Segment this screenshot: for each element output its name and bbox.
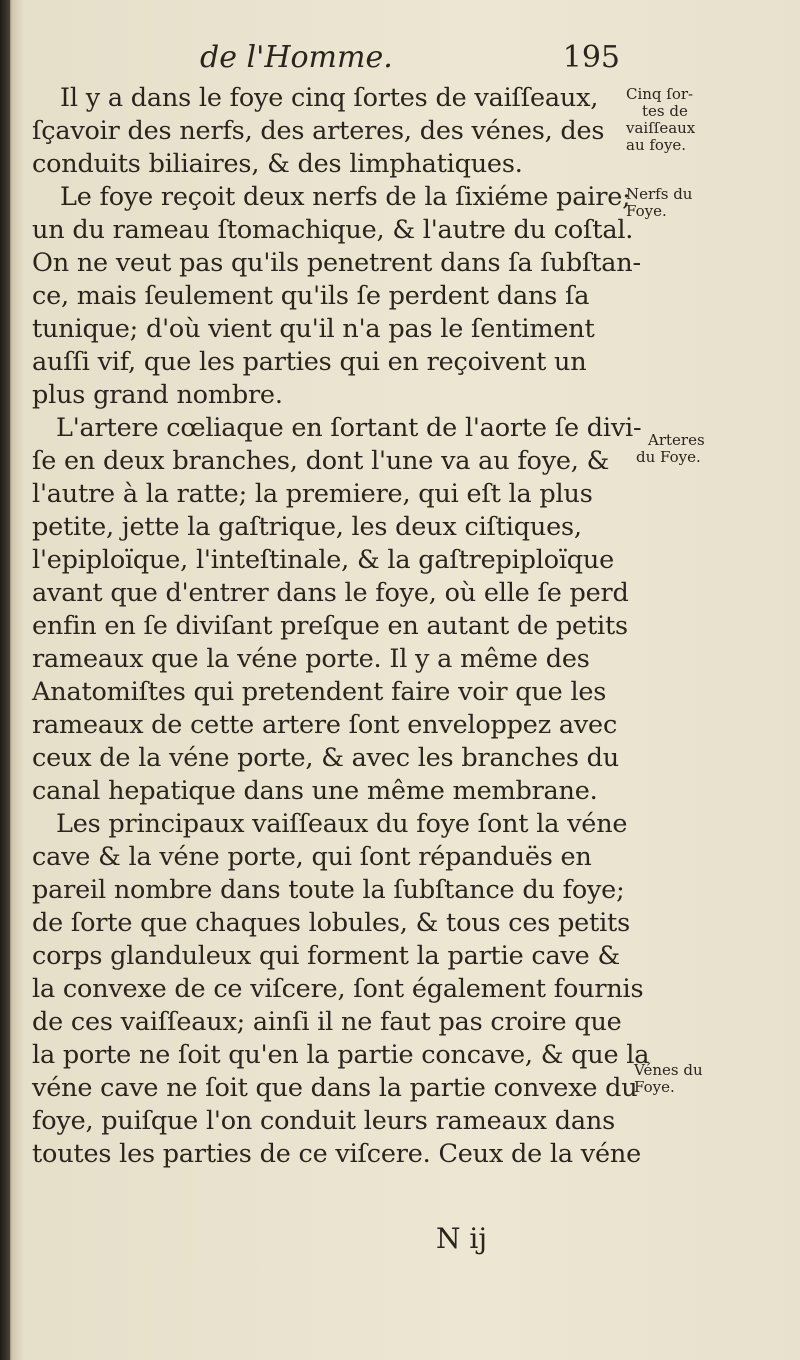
running-head-title: de l'Homme. <box>200 40 393 75</box>
margin-note-line: au foye. <box>626 136 687 154</box>
text-line: Anatomiſtes qui pretendent faire voir que les <box>32 677 607 707</box>
text-line: enfin en ſe diviſant preſque en autant de petits <box>32 611 628 641</box>
running-head <box>200 40 620 80</box>
text-line: pareil nombre dans toute la ſubſtance du foye; <box>32 875 625 905</box>
text-line: ſçavoir des nerfs, des arteres, des vénes, des <box>32 116 605 146</box>
margin-note-line: Arteres <box>648 431 705 449</box>
text-line: véne cave ne ſoit que dans la partie convexe du <box>32 1073 638 1103</box>
text-line: rameaux que la véne porte. Il y a même des <box>32 644 590 674</box>
margin-note-line: vaiſſeaux <box>626 119 696 137</box>
margin-note-line: Foye. <box>634 1078 675 1096</box>
margin-note-arteries <box>636 431 705 466</box>
text-line: toutes les parties de ce viſcere. Ceux de la véne <box>32 1139 641 1169</box>
text-line: Il y a dans le foye cinq ſortes de vaiſſeaux, <box>60 83 599 113</box>
margin-note-line: Cinq ſor- <box>626 85 694 103</box>
body-text <box>32 82 650 1171</box>
text-line: L'artere cœliaque en ſortant de l'aorte ſe divi- <box>56 413 642 443</box>
margin-note-line: Nerfs du <box>626 185 693 203</box>
text-line: avant que d'entrer dans le foye, où elle ſe perd <box>32 578 629 608</box>
text-line: cave & la véne porte, qui ſont répanduës en <box>32 842 592 872</box>
text-line: On ne veut pas qu'ils penetrent dans ſa ſubſtan- <box>32 248 641 278</box>
text-line: Les principaux vaiſſeaux du foye ſont la véne <box>56 809 628 839</box>
margin-note-nerves <box>626 186 692 220</box>
text-line: ſe en deux branches, dont l'une va au foye, & <box>32 446 610 476</box>
signature-mark: N ij <box>436 1222 488 1255</box>
page-number: 195 <box>562 40 620 75</box>
margin-note-line: Vénes du <box>634 1061 703 1079</box>
text-line: de ces vaiſſeaux; ainſi il ne faut pas croire que <box>32 1007 622 1037</box>
text-line: rameaux de cette artere ſont enveloppez avec <box>32 710 618 740</box>
text-line: de ſorte que chaques lobules, & tous ces petits <box>32 908 630 938</box>
text-line: auſſi vif, que les parties qui en reçoivent un <box>32 347 587 377</box>
text-line: ceux de la véne porte, & avec les branches du <box>32 743 620 773</box>
text-line: petite, jette la gaſtrique, les deux ciſtiques, <box>32 512 582 542</box>
margin-note-line: Foye. <box>626 202 667 220</box>
text-line: corps glanduleux qui forment la partie cave & <box>32 941 620 971</box>
margin-note-line: tes de <box>642 102 688 120</box>
text-line: ce, mais ſeulement qu'ils ſe perdent dans ſa <box>32 281 590 311</box>
text-line: canal hepatique dans une même membrane. <box>32 776 598 806</box>
text-line: un du rameau ſtomachique, & l'autre du coſtal. <box>32 215 634 245</box>
text-line: tunique; d'où vient qu'il n'a pas le ſentiment <box>32 314 595 344</box>
text-line: la convexe de ce viſcere, ſont également fournis <box>32 974 644 1004</box>
text-line: conduits biliaires, & des limphatiques. <box>32 149 523 179</box>
margin-note-veins <box>634 1062 703 1096</box>
text-line: l'autre à la ratte; la premiere, qui eſt la plus <box>32 479 593 509</box>
margin-note-line: du Foye. <box>636 448 701 466</box>
binding-edge <box>0 0 10 1360</box>
text-line: plus grand nombre. <box>32 380 283 410</box>
text-line: la porte ne ſoit qu'en la partie concave, & que la <box>32 1040 650 1070</box>
text-line: Le foye reçoit deux nerfs de la ſixiéme paire; <box>60 182 631 212</box>
text-line: l'epiploïque, l'inteſtinale, & la gaſtrepiploïque <box>32 545 615 575</box>
margin-note-vessels <box>626 86 695 154</box>
text-line: foye, puiſque l'on conduit leurs rameaux dans <box>32 1106 616 1136</box>
